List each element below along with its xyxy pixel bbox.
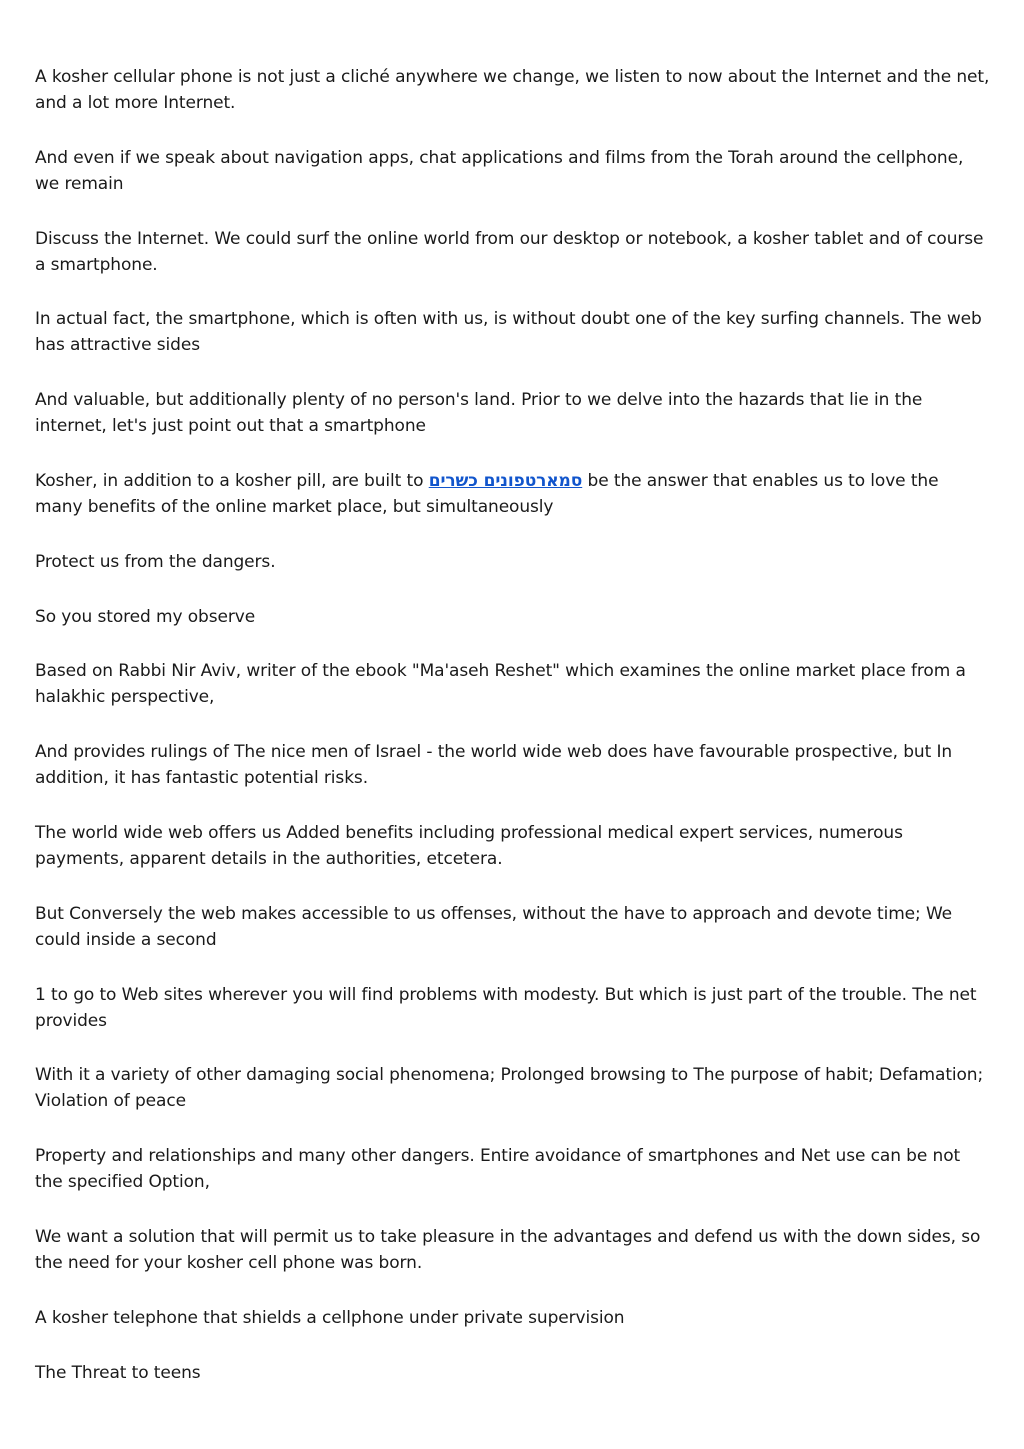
paragraph-6-with-link [35,468,990,520]
paragraph-12: But Conversely the web makes accessible to us offenses, without the have to approach and devote time; We could inside a second [35,903,953,950]
paragraph-7: Protect us from the dangers. [35,551,276,572]
paragraph-11: The world wide web offers us Added benefits including professional medical expert services, numerous payments, apparent details in the authorities, etcetera. [35,822,903,869]
paragraph-4: In actual fact, the smartphone, which is often with us, is without doubt one of the key surfing channels. The web has attractive sides [35,309,982,356]
paragraph-6-text-before: Kosher, in addition to a kosher pill, are built to [35,470,429,491]
paragraph-16: We want a solution that will permit us to take pleasure in the advantages and defend us with the down sides, so the need for your kosher cell phone was born. [35,1226,981,1273]
paragraph-5: And valuable, but additionally plenty of no person's land. Prior to we delve into the hazards that lie in the internet, let's just point out that a smartphone [35,390,923,437]
paragraph-2: And even if we speak about navigation apps, chat applications and films from the Torah around the cellphone, we remain [35,147,964,194]
paragraph-17: A kosher telephone that shields a cellphone under private supervision [35,1307,625,1328]
paragraph-18: The Threat to teens [35,1362,201,1383]
paragraph-3: Discuss the Internet. We could surf the online world from our desktop or notebook, a kosher tablet and of course a smartphone. [35,228,984,275]
paragraph-1: A kosher cellular phone is not just a cliché anywhere we change, we listen to now about the Internet and the net, and a lot more Internet. [35,67,990,113]
paragraph-14: With it a variety of other damaging social phenomena; Prolonged browsing to The purpose of habit; Defamation; Violation of peace [35,1065,984,1112]
paragraph-6-text-after: be the answer that enables us to love the many benefits of the online market place, but simultaneously [35,470,939,517]
paragraph-10: And provides rulings of The nice men of Israel - the world wide web does have favourable prospective, but In addition, it has fantastic potential risks. [35,742,953,789]
paragraph-15: Property and relationships and many other dangers. Entire avoidance of smartphones and Net use can be not the specified Option, [35,1146,961,1193]
document-body [35,64,990,1414]
hebrew-smartphones-link[interactable]: סמארטפונים כשרים [428,470,583,491]
paragraph-8: So you stored my observe [35,606,256,627]
paragraph-9: Based on Rabbi Nir Aviv, writer of the ebook "Ma'aseh Reshet" which examines the online market place from a halakhic perspective, [35,661,966,708]
paragraph-13: 1 to go to Web sites wherever you will find problems with modesty. But which is just part of the trouble. The net provides [35,984,977,1031]
